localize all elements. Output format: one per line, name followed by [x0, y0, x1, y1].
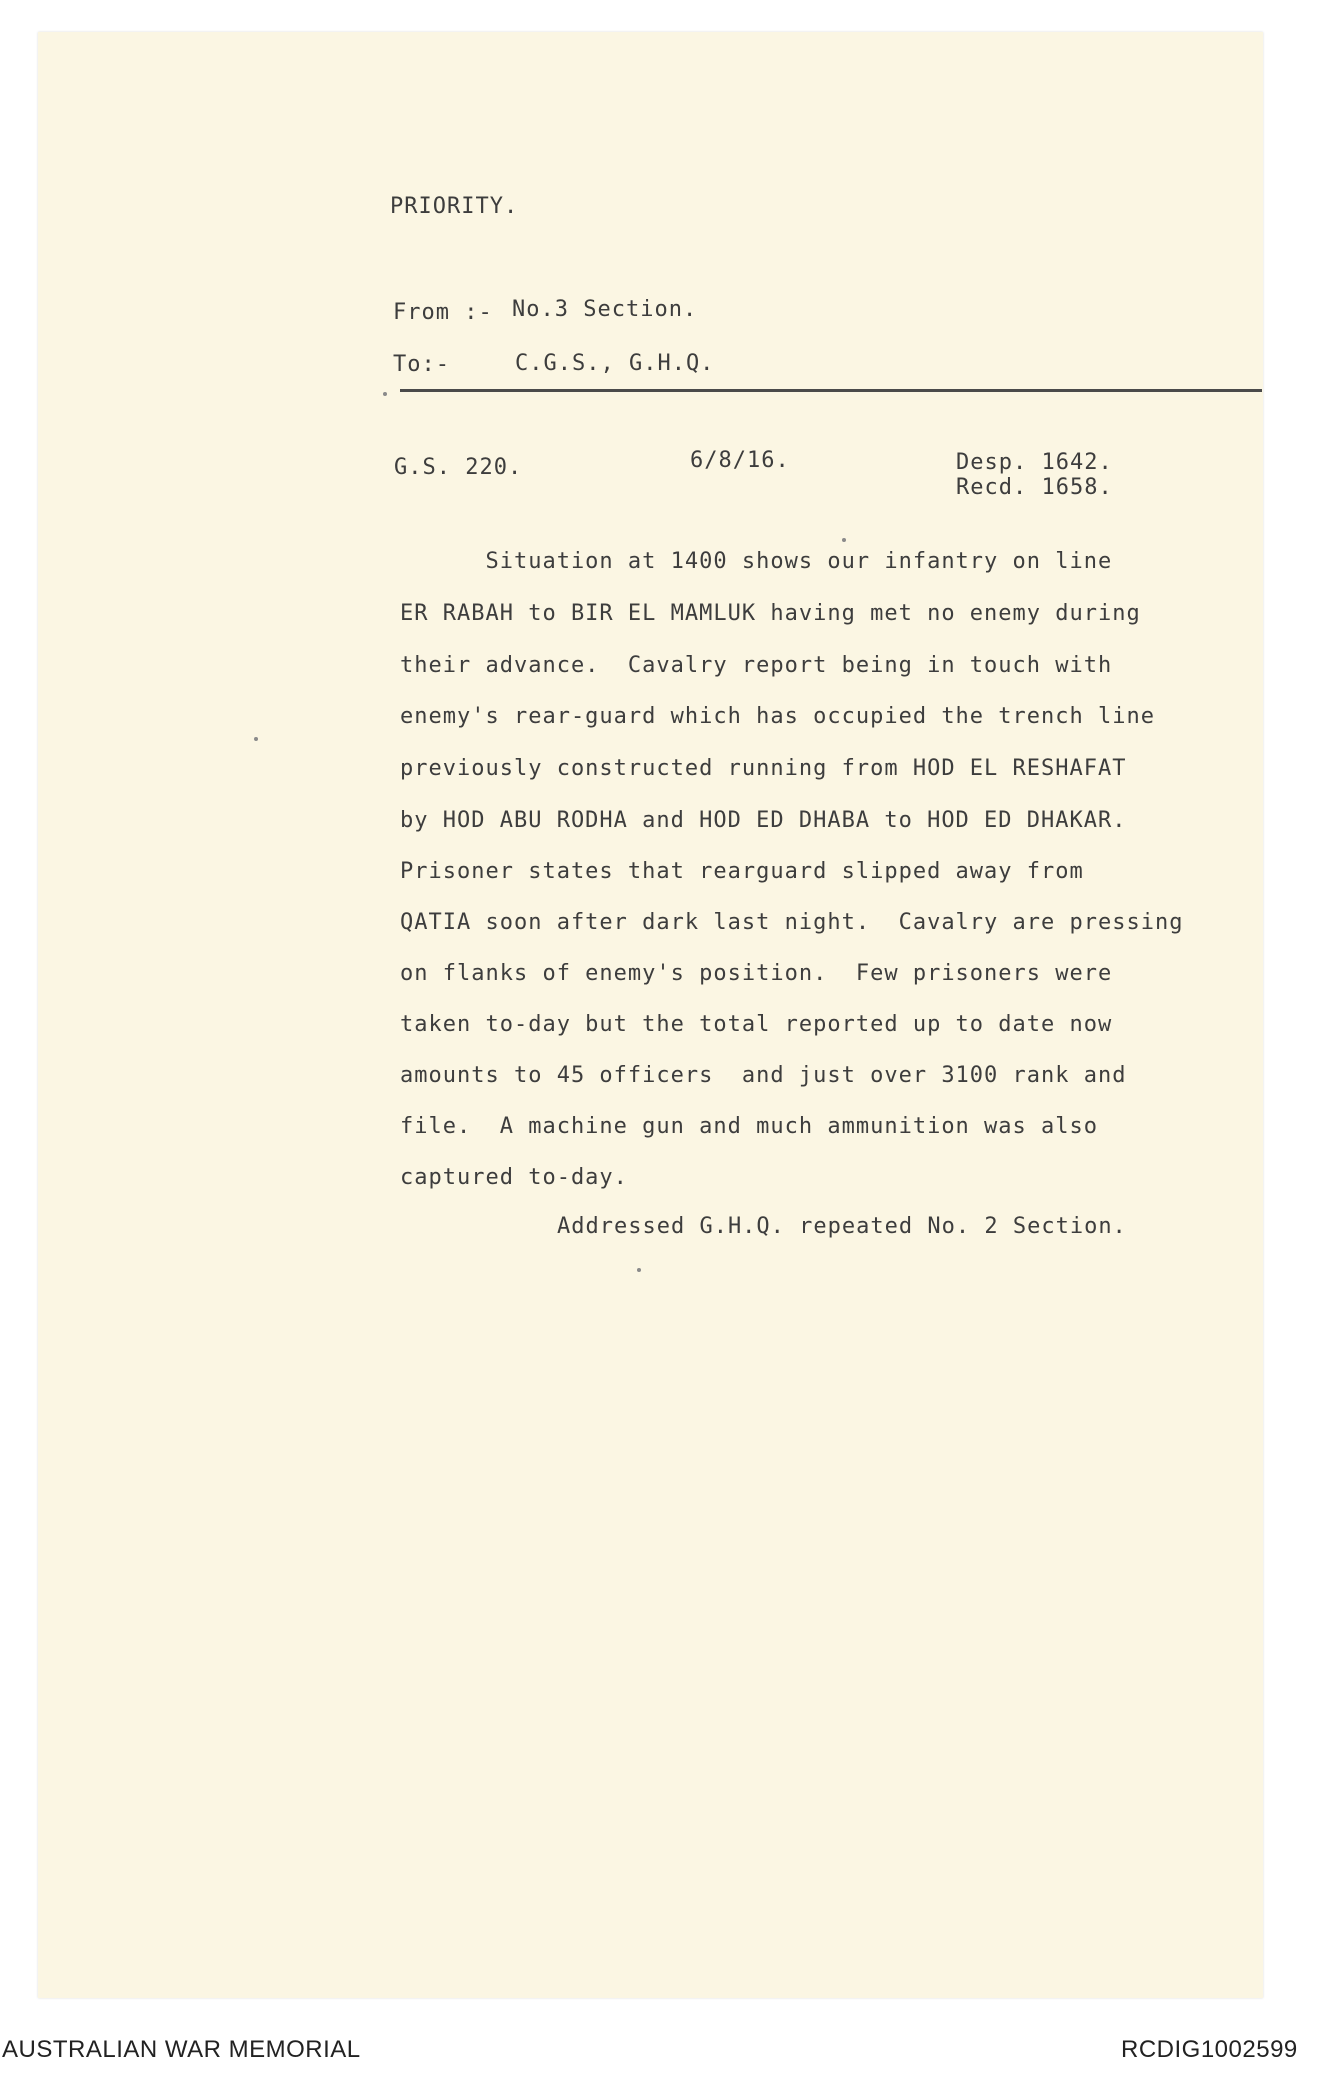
to-value: C.G.S., G.H.Q. [515, 351, 715, 376]
paper-mark [842, 538, 846, 542]
body-line: enemy's rear-guard which has occupied the trench line [400, 704, 1155, 729]
paper-mark [383, 392, 387, 396]
body-line: their advance. Cavalry report being in touch with [400, 653, 1113, 678]
body-line: QATIA soon after dark last night. Cavalry are pressing [400, 910, 1184, 935]
reference-number: G.S. 220. [394, 455, 523, 480]
footer-identifier: RCDIG1002599 [1121, 2036, 1298, 2063]
body-line: captured to-day. [400, 1165, 628, 1190]
body-line: on flanks of enemy's position. Few prisoners were [400, 961, 1113, 986]
body-line: amounts to 45 officers and just over 3100 rank and [400, 1063, 1127, 1088]
closing-line: Addressed G.H.Q. repeated No. 2 Section. [557, 1214, 1127, 1239]
footer-institution: AUSTRALIAN WAR MEMORIAL [2, 2036, 361, 2063]
body-line: previously constructed running from HOD EL RESHAFAT [400, 756, 1127, 781]
body-line: ER RABAH to BIR EL MAMLUK having met no enemy during [400, 601, 1141, 626]
header-rule [400, 389, 1262, 392]
from-label: From :- [393, 300, 493, 325]
body-line: taken to-day but the total reported up to date now [400, 1012, 1113, 1037]
received-time: Recd. 1658. [956, 475, 1113, 500]
body-line: file. A machine gun and much ammunition was also [400, 1114, 1099, 1139]
from-value: No.3 Section. [512, 297, 698, 322]
message-date: 6/8/16. [690, 448, 790, 473]
to-label: To:- [393, 352, 450, 377]
despatch-time: Desp. 1642. [956, 450, 1113, 475]
priority-heading: PRIORITY. [390, 194, 519, 219]
body-line: Situation at 1400 shows our infantry on line [400, 549, 1113, 574]
body-line: Prisoner states that rearguard slipped away from [400, 859, 1084, 884]
paper-mark [254, 737, 258, 741]
body-line: by HOD ABU RODHA and HOD ED DHABA to HOD ED DHAKAR. [400, 808, 1127, 833]
paper-mark [637, 1268, 641, 1272]
